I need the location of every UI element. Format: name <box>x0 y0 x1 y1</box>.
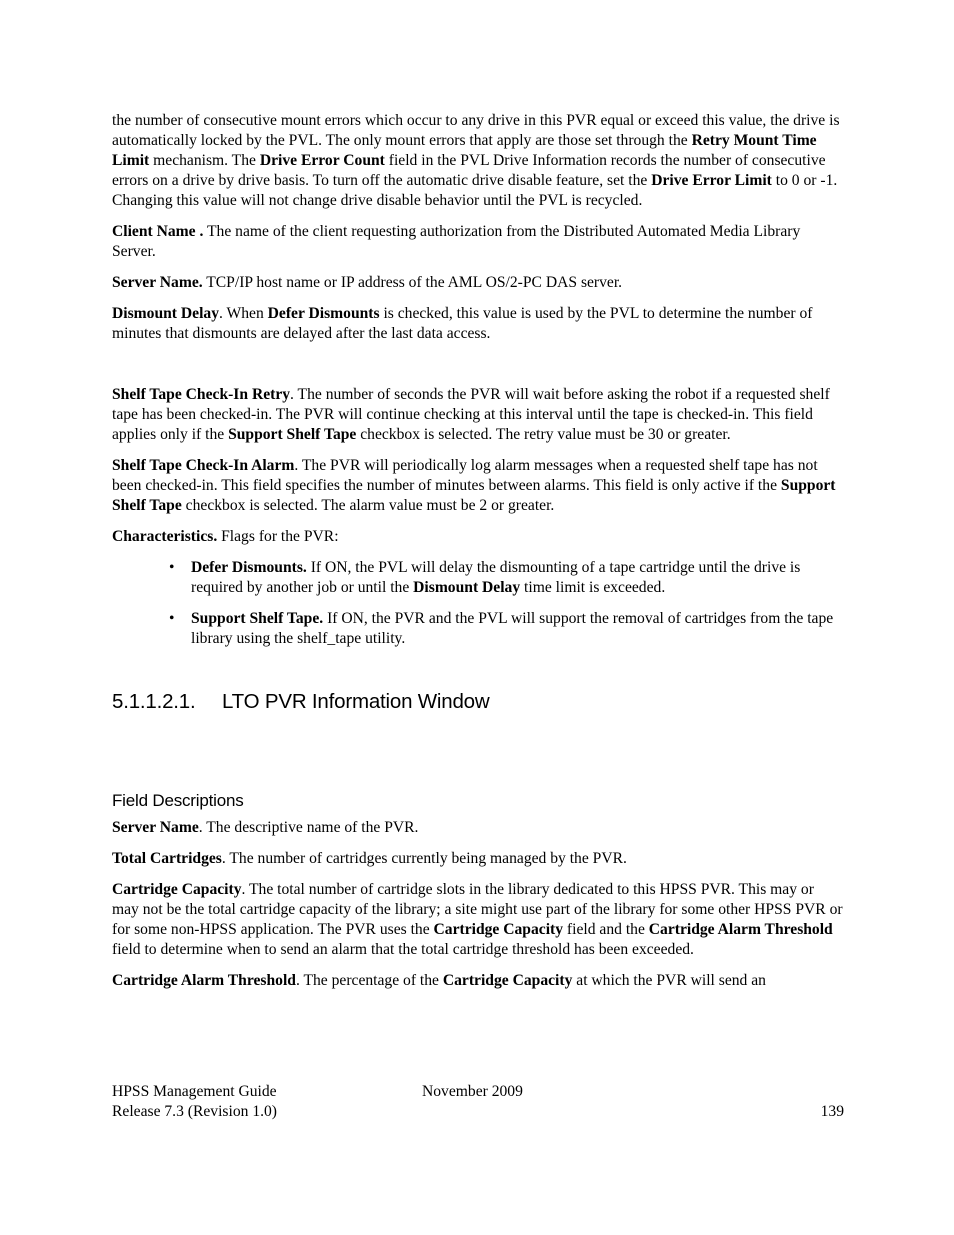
list-item <box>169 609 844 649</box>
text: time limit is exceeded. <box>520 579 666 596</box>
term-support-shelf-tape: Support Shelf Tape <box>112 477 836 514</box>
paragraph-server-name-desc <box>112 818 844 838</box>
paragraph-shelf-tape-retry <box>112 385 844 445</box>
spacer <box>112 355 844 385</box>
text: . The number of seconds the PVR will wait before asking the robot if a requested shelf tape has been checked-in. The PVR will continue checking at this interval until the tape is checked-in. This field applies only if the <box>112 386 830 443</box>
text: If ON, the PVR and the PVL will support the removal of cartridges from the tape library using the shelf_tape utility. <box>191 610 834 647</box>
text: the number of consecutive mount errors which occur to any drive in this PVR equal or exceed this value, the drive is automatically locked by the PVL. The only mount errors that apply are those set through the <box>112 112 840 149</box>
text: checkbox is selected. The alarm value must be 2 or greater. <box>181 497 555 514</box>
term-defer-dismounts: Defer Dismounts. <box>191 559 307 576</box>
text: . The number of cartridges currently being managed by the PVR. <box>221 850 627 867</box>
footer-release: Release 7.3 (Revision 1.0) <box>112 1103 277 1120</box>
term-drive-error-limit: Drive Error Limit <box>651 172 772 189</box>
paragraph-shelf-tape-alarm <box>112 456 844 516</box>
text: to 0 or -1. Changing this value will not change drive disable behavior until the PVL is recycled. <box>112 172 838 209</box>
subheading-field-descriptions: Field Descriptions <box>112 791 244 810</box>
page-footer <box>112 1082 844 1122</box>
footer-date: November 2009 <box>422 1083 523 1100</box>
text: field and the <box>563 921 649 938</box>
text: TCP/IP host name or IP address of the AML OS/2-PC DAS server. <box>202 274 623 291</box>
page-number: 139 <box>820 1103 844 1120</box>
characteristics-list <box>112 558 844 649</box>
paragraph-total-cartridges <box>112 849 844 869</box>
text: . The PVR will periodically log alarm messages when a requested shelf tape has not been checked-in. This field specifies the number of minutes between alarms. This field is only active if the <box>112 457 818 494</box>
term-client-name: Client Name . <box>112 223 204 240</box>
text: . The percentage of the <box>295 972 443 989</box>
paragraph-cartridge-capacity <box>112 880 844 960</box>
term-server-name: Server Name. <box>112 274 203 291</box>
text: . When <box>219 305 268 322</box>
list-item <box>169 558 844 598</box>
term-characteristics: Characteristics. <box>112 528 218 545</box>
footer-title: HPSS Management Guide <box>112 1083 277 1100</box>
text: . The total number of cartridge slots in the library dedicated to this HPSS PVR. This may or may not be the total cartridge capacity of the library; a site might use part of the library for some other HPSS PVR or for some non-HPSS application. The PVR uses the <box>112 881 843 938</box>
term-retry-mount-time-limit: Retry Mount Time Limit <box>112 132 817 169</box>
term-cartridge-capacity: Cartridge Capacity <box>433 921 564 938</box>
section-title: LTO PVR Information Window <box>222 690 490 713</box>
footer-row <box>112 1102 844 1122</box>
text: Flags for the PVR: <box>217 528 339 545</box>
term-cartridge-capacity: Cartridge Capacity <box>112 881 242 898</box>
term-drive-error-count: Drive Error Count <box>259 152 385 169</box>
term-defer-dismounts: Defer Dismounts <box>267 305 380 322</box>
term-support-shelf-tape: Support Shelf Tape <box>228 426 357 443</box>
term-dismount-delay: Dismount Delay <box>112 305 219 322</box>
text: at which the PVR will send an <box>572 972 766 989</box>
text: is checked, this value is used by the PVL to determine the number of minutes that dismounts are delayed after the last data access. <box>112 305 813 342</box>
text: The name of the client requesting authorization from the Distributed Automated Media Library Server. <box>112 223 801 260</box>
term-total-cartridges: Total Cartridges <box>112 850 222 867</box>
section-number: 5.1.1.2.1. <box>112 690 196 713</box>
paragraph-client-name <box>112 222 844 262</box>
bullet-icon: • <box>169 610 175 627</box>
text: field to determine when to send an alarm that the total cartridge threshold has been exceeded. <box>112 941 694 958</box>
term-shelf-tape-check-in-alarm: Shelf Tape Check-In Alarm <box>112 457 295 474</box>
term-support-shelf-tape: Support Shelf Tape. <box>191 610 324 627</box>
text: . The descriptive name of the PVR. <box>198 819 419 836</box>
paragraph-drive-error-limit <box>112 111 844 211</box>
term-cartridge-alarm-threshold: Cartridge Alarm Threshold <box>648 921 833 938</box>
bullet-icon: • <box>169 559 175 576</box>
term-cartridge-capacity: Cartridge Capacity <box>442 972 573 989</box>
term-shelf-tape-check-in-retry: Shelf Tape Check-In Retry <box>112 386 291 403</box>
page-body <box>112 111 844 1002</box>
paragraph-characteristics <box>112 527 844 547</box>
text: checkbox is selected. The retry value must be 30 or greater. <box>356 426 731 443</box>
text: field in the PVL Drive Information records the number of consecutive errors on a drive by drive basis. To turn off the automatic drive disable feature, set the <box>112 152 826 189</box>
term-dismount-delay: Dismount Delay <box>413 579 521 596</box>
text: If ON, the PVL will delay the dismounting of a tape cartridge until the drive is required by another job or until the <box>191 559 801 596</box>
text: mechanism. The <box>149 152 260 169</box>
paragraph-dismount-delay <box>112 304 844 344</box>
term-server-name: Server Name <box>112 819 199 836</box>
paragraph-server-name <box>112 273 844 293</box>
term-cartridge-alarm-threshold: Cartridge Alarm Threshold <box>112 972 296 989</box>
footer-row <box>112 1082 844 1102</box>
section-heading <box>112 689 844 715</box>
paragraph-cartridge-alarm-threshold <box>112 971 844 991</box>
